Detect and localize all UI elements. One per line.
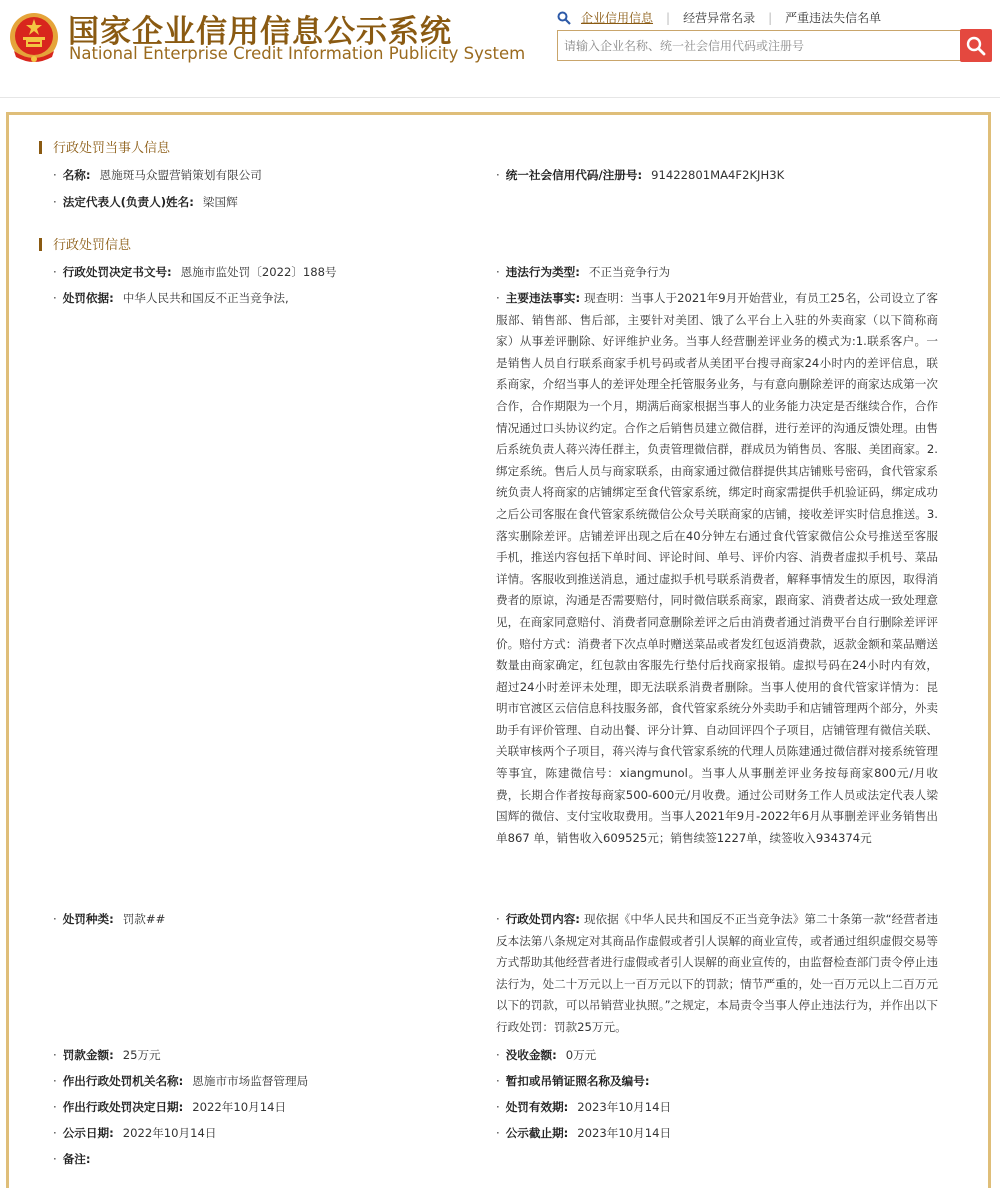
field-publish-end-date: · 公示截止期: 2023年10月14日 xyxy=(496,1126,672,1140)
top-nav xyxy=(557,9,881,26)
site-subtitle: National Enterprise Credit Information Publicity System xyxy=(69,44,526,63)
field-penalty-kind: · 处罚种类: 罚款## xyxy=(53,912,166,926)
field-legal-rep: · 法定代表人(负责人)姓名: 梁国辉 xyxy=(53,195,238,209)
nav-link-dishonest-list[interactable]: 严重违法失信名单 xyxy=(785,11,882,25)
penalty-detail-panel xyxy=(6,112,991,1188)
search-box xyxy=(557,30,961,61)
section-title: 行政处罚信息 xyxy=(53,238,132,253)
nav-link-credit-info[interactable]: 企业信用信息 xyxy=(581,11,654,25)
magnifier-icon xyxy=(557,11,571,25)
field-name: · 名称: 恩施斑马众盟营销策划有限公司 xyxy=(53,168,262,182)
field-authority: · 作出行政处罚机关名称: 恩施市市场监督管理局 xyxy=(53,1074,309,1088)
nav-separator: | xyxy=(768,10,773,25)
field-main-facts: · 主要违法事实: 现查明：当事人于2021年9月开始营业，有员工25名，公司设立了客服部、销售部、售后部，主要针对美团、饿了么平台上入驻的外卖商家（以下简称商家）从事差评删除、好评维护业务。当事人经营删差评业务的模式为:1.联系客户。一是销售人员自行联系商家手机号码或者从美团平台搜寻商家24小时内的差评信息，联系商家，介绍当事人的差评处理全托管服务业务，与有意向删除差评的商家达成第一次合作，合作期限为一个月，期满后商家根据当事人的业务能力决定是否继续合作，合作情况通过口头协议约定。合作之后销售员建立微信群，进行差评的沟通反馈处理。由售后系统负责人蒋兴涛任群主，负责管理微信群，群成员为销售员、客服、美团商家。2.绑定系统。售后人员与商家联系，由商家通过微信群提供其店铺账号密码，食代管家系统负责人将商家的店铺绑定至食代管家系统，绑定时商家需提供手机验证码，绑定成功之后公司客服在食代管家系统微信公众号关联商家的店铺，接收差评实时信息推送。3.落实删除差评。店铺差评出现之后在40分钟左右通过食代管家微信公众号推送至客服手机，推送内容包括下单时间、评论时间、单号、评价内容、消费者虚拟手机号、菜品详情。客服收到推送消息，通过虚拟手机号联系消费者，解释事情发生的原因，取得消费者的原谅，沟通是否需要赔付，同时微信联系商家，跟商家、消费者达成一致处理意见，在商家同意赔付、消费者同意删除差评之后由消费者通过消费平台自行删除差评评价。赔付方式：消费者下次点单时赠送菜品或者发红包返消费款，返款金额和菜品赠送数量由商家确定，红包款由客服先行垫付后找商家报销。虚拟号码在24小时内有效，超过24小时差评未处理，即无法联系消费者删除。当事人使用的食代管家详情为：昆明市官渡区云信信息科技服务部，食代管家系统分外卖助手和店铺管理两个部分，外卖助手有评价管理、自动出餐、评分计算、自动回评四个子项目，店铺管理有微信关联、关联审核两个子项目，蒋兴涛与食代管家系统的代理人员陈建通过微信群对接系统管理等事宜，陈建微信号：xiangmunol。当事人从事删差评业务按每商家800元/月收费，长期合作者按每商家500-600元/月收费。通过公司财务工作人员或法定代表人梁国辉的微信、支付宝收取费用。当事人2021年9月-2022年6月从事删差评业务销售出单867 单，销售收入609525元；销售续签1227单，续签收入934374元 xyxy=(496,291,938,845)
section-party-info xyxy=(39,137,170,156)
field-note: · 备注: xyxy=(53,1152,91,1166)
field-doc-number: · 行政处罚决定书文号: 恩施市监处罚〔2022〕188号 xyxy=(53,265,337,279)
field-penalty-content: · 行政处罚内容: 现依据《中华人民共和国反不正当竞争法》第二十条第一款“经营者违反本法第八条规定对其商品作虚假或者引人误解的商业宣传，或者通过组织虚假交易等方式帮助其他经营者进行虚假或者引人误解的商业宣传的，由监督检查部门责令停止违法行为，处二十万元以上一百万元以下的罚款；情节严重的，处一百万元以上二百万元以下的罚款，可以吊销营业执照。”之规定，本局责令当事人停止违法行为，并作出以下行政处罚：罚款25万元。 xyxy=(496,912,939,1034)
field-credit-code: · 统一社会信用代码/注册号: 91422801MA4F2KJH3K xyxy=(496,168,785,182)
field-license: · 暂扣或吊销证照名称及编号: xyxy=(496,1074,650,1088)
site-header xyxy=(0,0,1000,98)
field-confiscation-amount: · 没收金额: 0万元 xyxy=(496,1048,597,1062)
field-valid-date: · 处罚有效期: 2023年10月14日 xyxy=(496,1100,672,1114)
search-input[interactable] xyxy=(558,31,960,60)
site-title: 国家企业信用信息公示系统 xyxy=(68,14,452,50)
field-basis: · 处罚依据: 中华人民共和国反不正当竞争法, xyxy=(53,291,289,305)
nav-link-abnormal-list[interactable]: 经营异常名录 xyxy=(683,11,756,25)
field-fine-amount: · 罚款金额: 25万元 xyxy=(53,1048,161,1062)
search-icon xyxy=(966,36,986,56)
section-penalty-info xyxy=(39,234,131,253)
field-violation-type: · 违法行为类型: 不正当竞争行为 xyxy=(496,265,671,279)
national-emblem-icon xyxy=(8,7,60,63)
field-decision-date: · 作出行政处罚决定日期: 2022年10月14日 xyxy=(53,1100,287,1114)
search-button[interactable] xyxy=(960,29,992,62)
field-publish-date: · 公示日期: 2022年10月14日 xyxy=(53,1126,217,1140)
nav-separator: | xyxy=(666,10,671,25)
section-title: 行政处罚当事人信息 xyxy=(53,141,171,156)
